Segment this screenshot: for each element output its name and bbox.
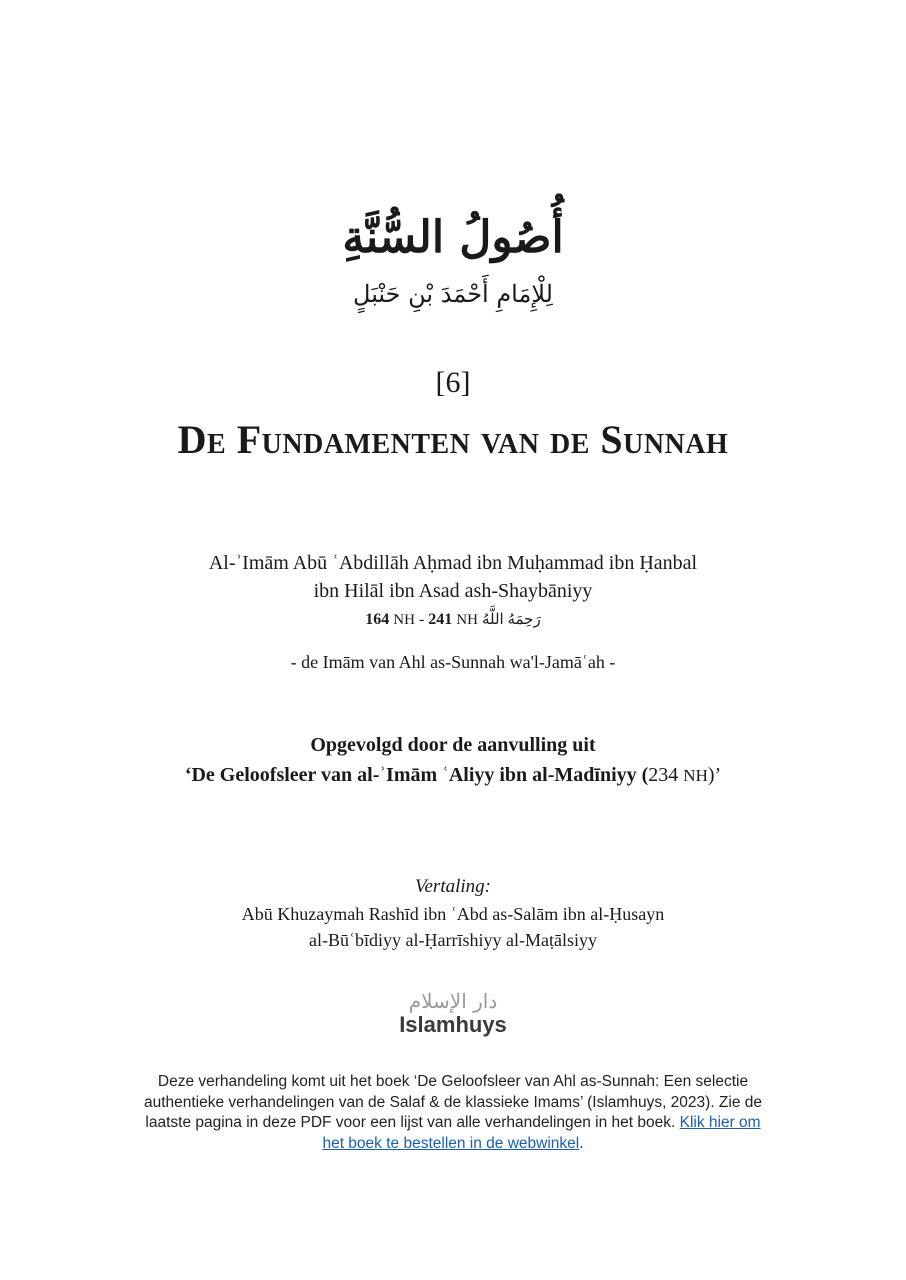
birth-year: 164 xyxy=(365,611,390,628)
author-name-line1: Al-ʾImām Abū ʿAbdillāh Aḥmad ibn Muḥammad ibn Ḥanbal xyxy=(208,552,698,574)
logo-name: Islamhuys xyxy=(399,1012,507,1037)
footer-note xyxy=(133,1072,773,1154)
translation-label: Vertaling: xyxy=(415,876,491,897)
order-book-link[interactable]: Klik hier om het boek te bestellen in de webwinkel xyxy=(322,1114,761,1152)
followed-by-unit: NH xyxy=(683,766,708,785)
translator-line2: al-Būʿbīdiyy al-Ḥarrīshiyy al-Maṭālsiyy xyxy=(309,930,597,950)
followed-by-close: )’ xyxy=(707,764,722,786)
author-name-line2: ibn Hilāl ibn Asad ash-Shaybāniyy xyxy=(313,580,593,602)
arabic-subtitle: لِلْإِمَامِ أَحْمَدَ بْنِ حَنْبَلٍ xyxy=(353,280,553,308)
logo-arabic-mark: دار الإسلام xyxy=(408,989,498,1013)
book-title: De Fundamenten van de Sunnah xyxy=(177,417,729,462)
translator-line1: Abū Khuzaymah Rashīd ibn ʿAbd as-Salām ibn al-Ḥusayn xyxy=(241,904,665,924)
followed-by-line2 xyxy=(0,764,906,787)
islamhuys-logo xyxy=(0,990,906,1038)
birth-unit: NH xyxy=(393,612,415,628)
author-dates xyxy=(0,610,906,629)
followed-by-text: ‘De Geloofsleer van al-ʾImām ʿAliyy ibn al-Madīniyy ( xyxy=(184,764,649,786)
arabic-title: أُصُولُ السُّنَّةِ xyxy=(342,212,564,263)
death-year: 241 xyxy=(428,611,453,628)
date-separator: - xyxy=(418,611,425,628)
author-epithet: - de Imām van Ahl as-Sunnah wa'l-Jamāʿah - xyxy=(290,652,616,672)
footer-text: Deze verhandeling komt uit het boek ‘De Geloofsleer van Ahl as-Sunnah: Een selectie authentieke verhandelingen van de Salaf & de klassieke Imams’ (Islamhuys, 2023). Zie de laatste pagina in deze PDF voor een lijst van alle verhandelingen in het boek. xyxy=(143,1073,763,1131)
followed-by-year: 234 xyxy=(648,764,679,786)
book-number: [6] xyxy=(435,366,471,399)
death-unit: NH xyxy=(456,612,478,628)
footer-end: . xyxy=(579,1134,584,1152)
followed-by-line1: Opgevolgd door de aanvulling uit xyxy=(310,734,596,756)
honorific: رَحِمَهُ اللَّهُ xyxy=(481,612,541,628)
